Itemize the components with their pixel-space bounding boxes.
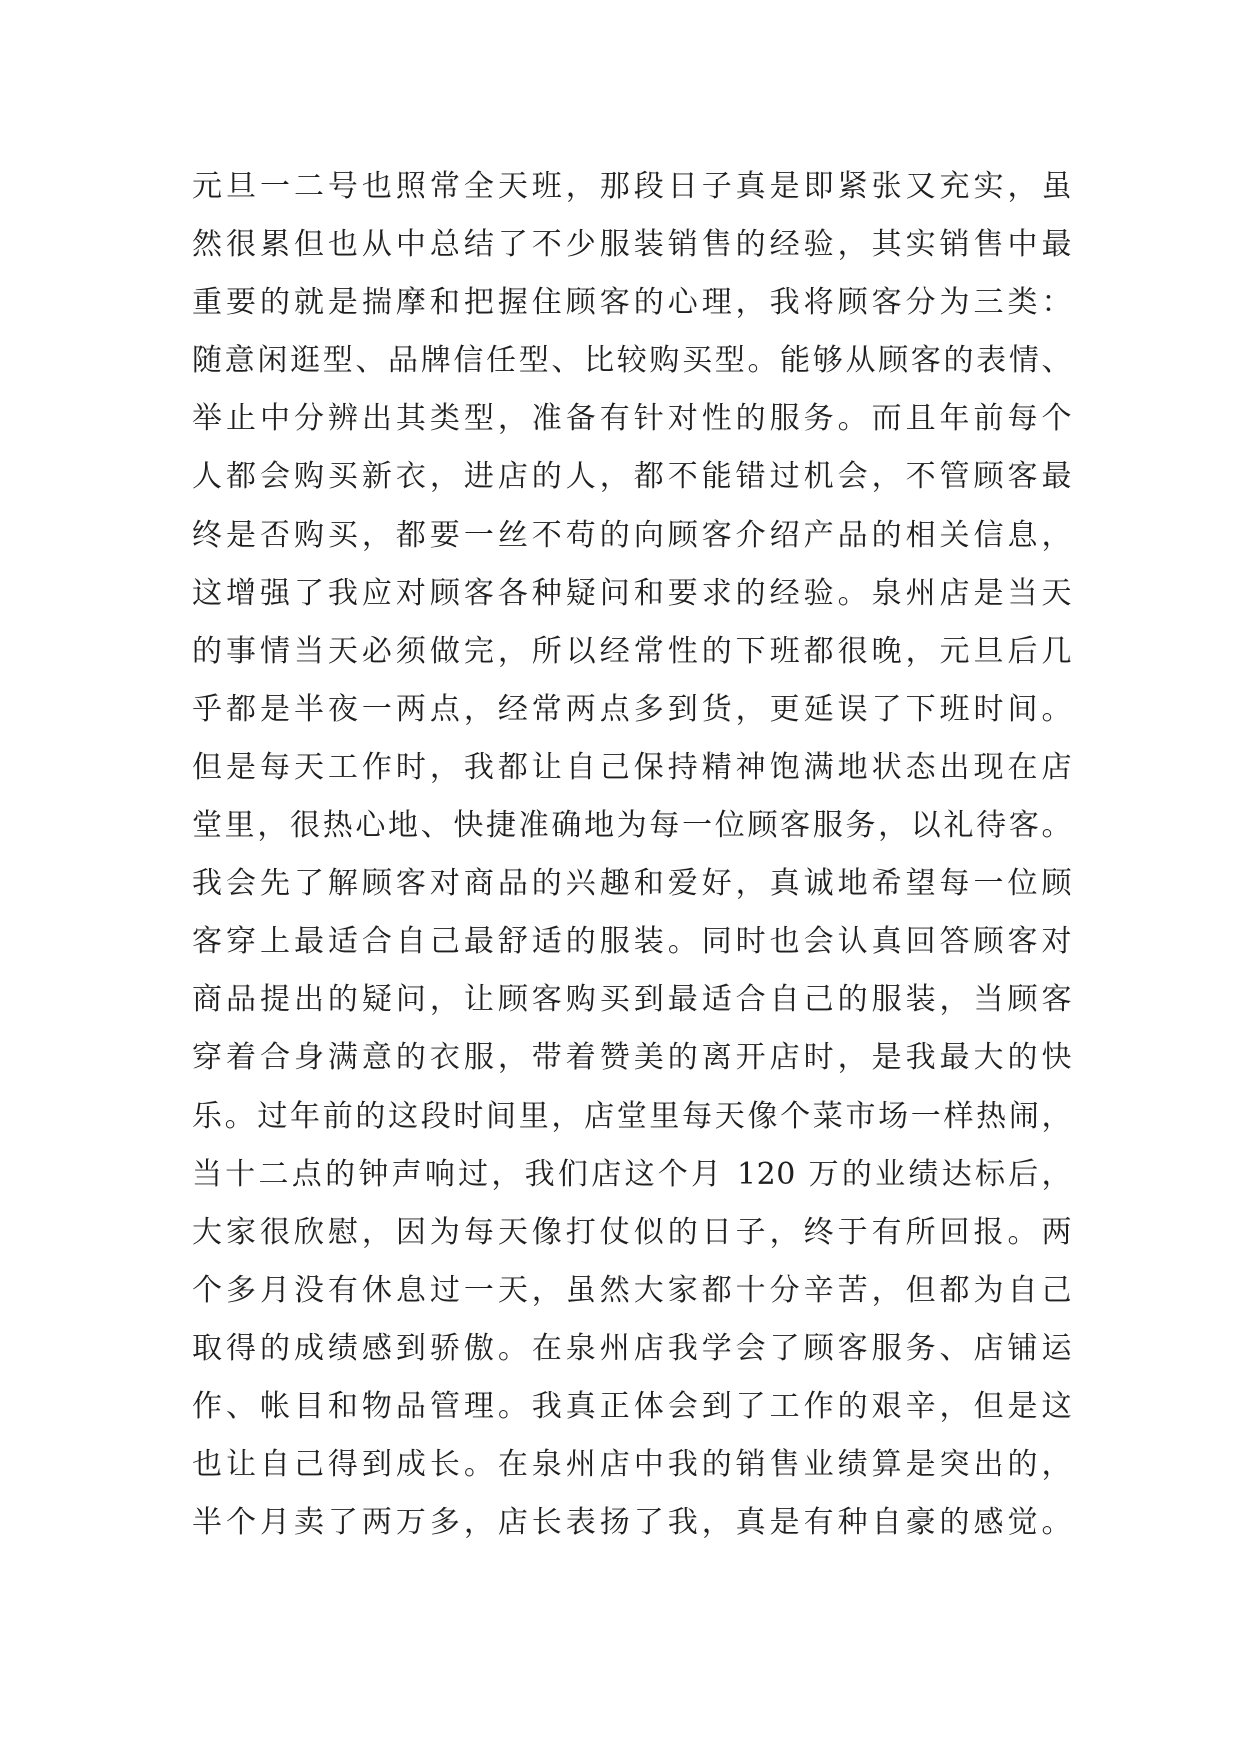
text-line: 人都会购买新衣，进店的人，都不能错过机会，不管顾客最 <box>192 459 1072 495</box>
text-line: 我会先了解顾客对商品的兴趣和爱好，真诚地希望每一位顾 <box>192 866 1072 902</box>
text-line: 也让自己得到成长。在泉州店中我的销售业绩算是突出的， <box>192 1447 1072 1483</box>
text-line: 随意闲逛型、品牌信任型、比较购买型。能够从顾客的表情、 <box>192 343 1072 379</box>
text-line: 堂里，很热心地、快捷准确地为每一位顾客服务，以礼待客。 <box>192 808 1072 844</box>
text-line: 这增强了我应对顾客各种疑问和要求的经验。泉州店是当天 <box>192 575 1072 611</box>
text-line: 作、帐目和物品管理。我真正体会到了工作的艰辛，但是这 <box>192 1388 1072 1424</box>
text-line: 穿着合身满意的衣服，带着赞美的离开店时，是我最大的快 <box>192 1040 1072 1076</box>
text-line: 客穿上最适合自己最舒适的服装。同时也会认真回答顾客对 <box>192 924 1072 960</box>
text-line: 乐。过年前的这段时间里，店堂里每天像个菜市场一样热闹， <box>192 1098 1072 1134</box>
text-line: 举止中分辨出其类型，准备有针对性的服务。而且年前每个 <box>192 401 1072 437</box>
text-line: 半个月卖了两万多，店长表扬了我，真是有种自豪的感觉。 <box>192 1505 1072 1541</box>
body-paragraph <box>192 158 1072 1552</box>
text-line: 重要的就是揣摩和把握住顾客的心理，我将顾客分为三类： <box>192 285 1072 321</box>
text-line: 个多月没有休息过一天，虽然大家都十分辛苦，但都为自己 <box>192 1272 1072 1308</box>
text-line: 乎都是半夜一两点，经常两点多到货，更延误了下班时间。 <box>192 691 1072 727</box>
text-line: 当十二点的钟声响过，我们店这个月 120 万的业绩达标后， <box>192 1156 1072 1192</box>
text-line: 取得的成绩感到骄傲。在泉州店我学会了顾客服务、店铺运 <box>192 1330 1072 1366</box>
text-line: 大家很欣慰，因为每天像打仗似的日子，终于有所回报。两 <box>192 1214 1072 1250</box>
text-line: 终是否购买，都要一丝不苟的向顾客介绍产品的相关信息， <box>192 517 1072 553</box>
text-line: 然很累但也从中总结了不少服装销售的经验，其实销售中最 <box>192 227 1072 263</box>
text-line: 元旦一二号也照常全天班，那段日子真是即紧张又充实，虽 <box>192 169 1072 204</box>
text-line: 商品提出的疑问，让顾客购买到最适合自己的服装，当顾客 <box>192 982 1072 1018</box>
text-line: 但是每天工作时，我都让自己保持精神饱满地状态出现在店 <box>192 749 1072 785</box>
text-line: 的事情当天必须做完，所以经常性的下班都很晚，元旦后几 <box>192 633 1072 669</box>
